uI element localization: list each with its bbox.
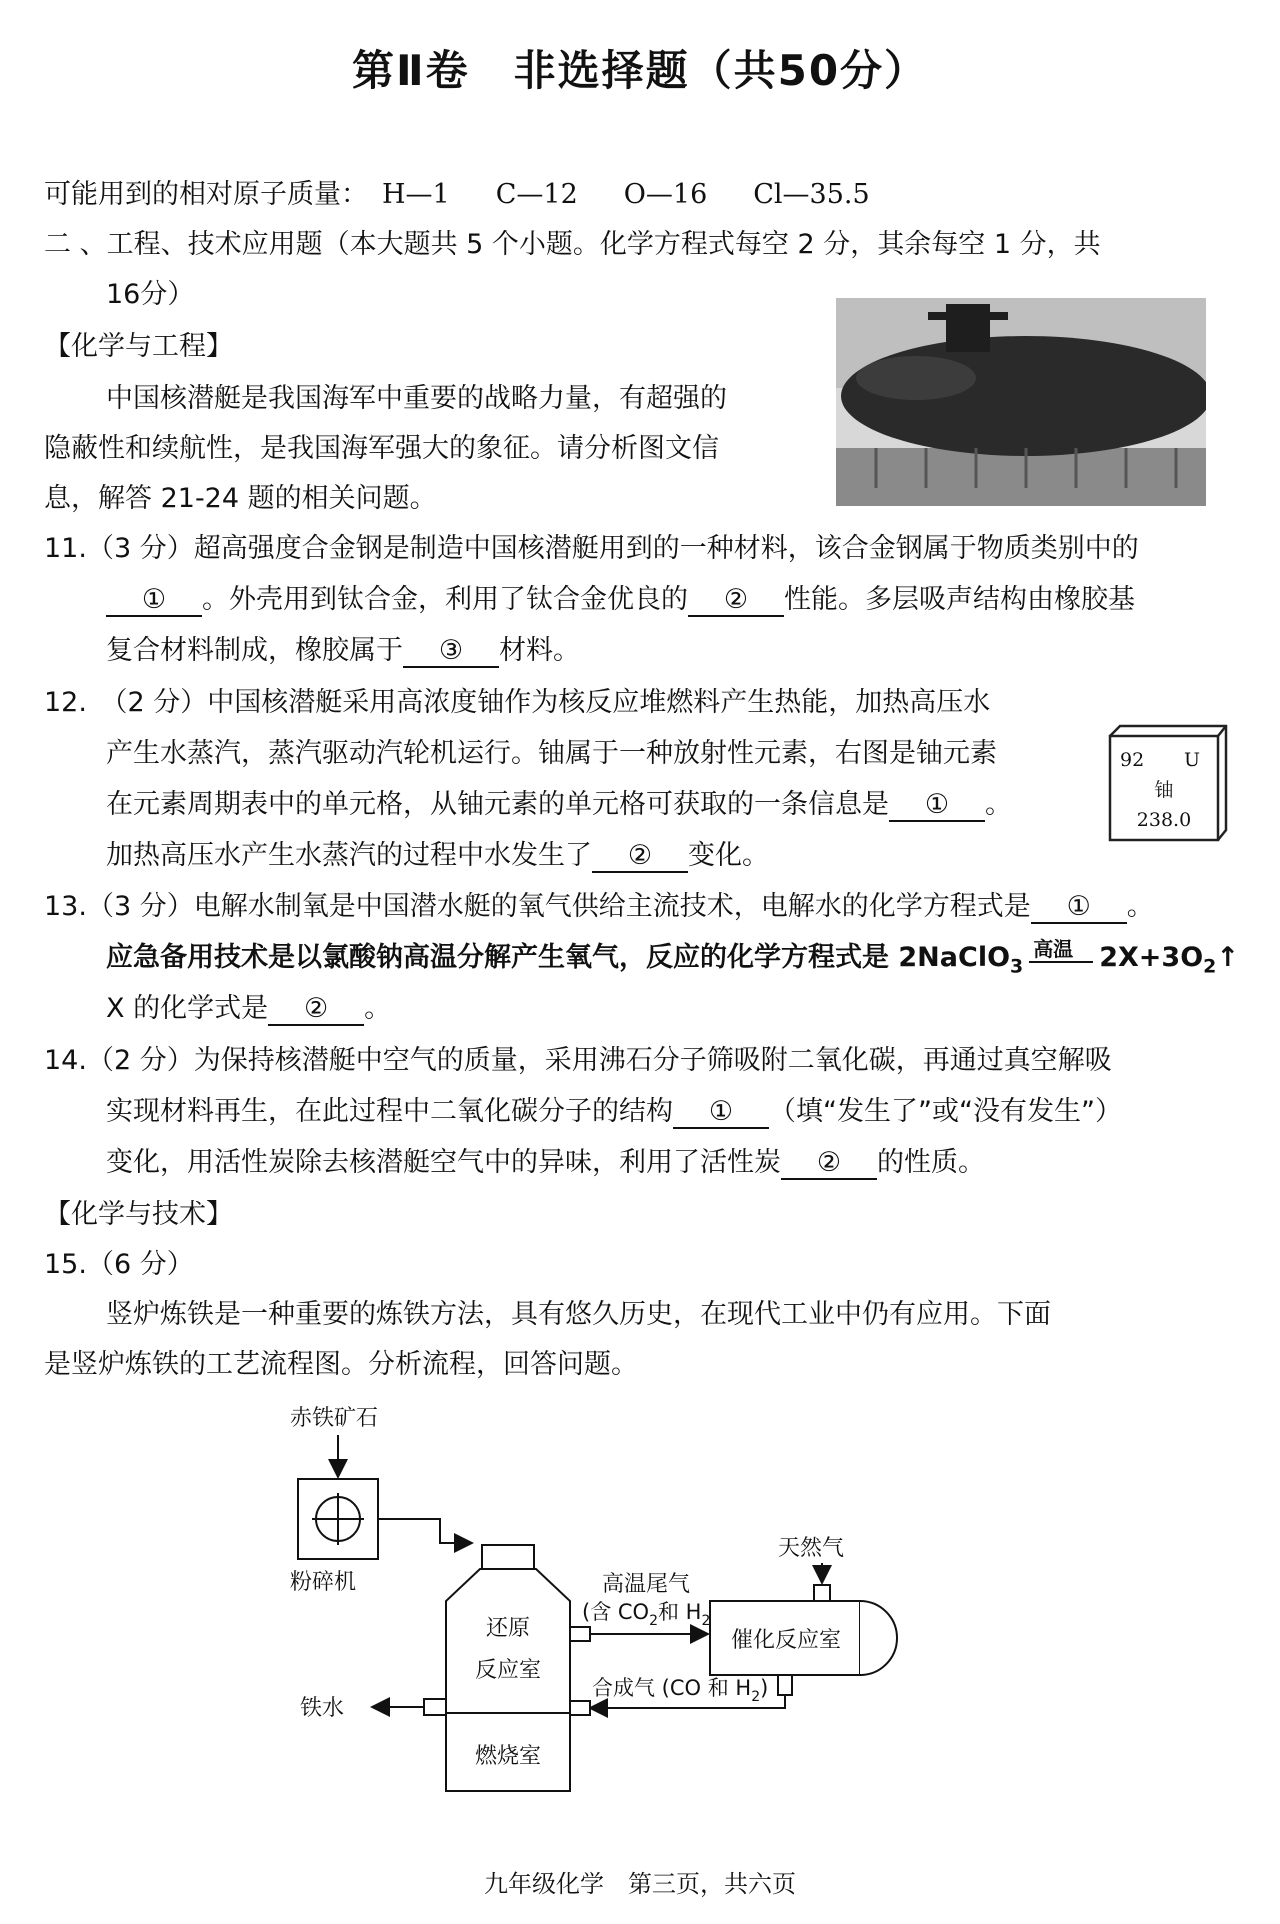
q11-line-1 <box>44 532 1139 566</box>
element-name: 铀 <box>1154 779 1174 801</box>
reaction-condition <box>1029 936 1093 974</box>
q13-text-4: X 的化学式是 <box>106 993 269 1024</box>
element-mass: 238.0 <box>1136 809 1192 831</box>
q15-intro-1: 竖炉炼铁是一种重要的炼铁方法，具有悠久历史，在现代工业中仍有应用。下面 <box>106 1299 1051 1330</box>
q14-line-3 <box>106 1146 985 1180</box>
q12-blank-1[interactable]: ① <box>889 790 985 822</box>
syngas-label <box>592 1676 768 1705</box>
technology-label: 【化学与技术】 <box>44 1199 233 1230</box>
q14-number: 14.（2 分） <box>44 1045 194 1076</box>
atomic-mass-cl: Cl—35.5 <box>753 179 870 210</box>
gas-arrow: ↑ <box>1216 942 1239 973</box>
q15-intro-2: 是竖炉炼铁的工艺流程图。分析流程，回答问题。 <box>44 1349 638 1380</box>
q12-text-5: 加热高压水产生水蒸汽的过程中水发生了 <box>106 840 592 871</box>
q13-products: 2X+3O <box>1099 942 1204 973</box>
q14-text-1: 为保持核潜艇中空气的质量，采用沸石分子筛吸附二氧化碳，再通过真空解吸 <box>193 1045 1112 1076</box>
q14-text-2: 实现材料再生，在此过程中二氧化碳分子的结构 <box>106 1096 673 1127</box>
exhaust-sub-1: 2 <box>649 1613 658 1629</box>
q11-text-4: 复合材料制成，橡胶属于 <box>106 635 403 666</box>
q11-text-1: 超高强度合金钢是制造中国核潜艇用到的一种材料，该合金钢属于物质类别中的 <box>193 533 1139 564</box>
q12-line-1 <box>44 686 990 720</box>
exhaust-label-1: 高温尾气 <box>602 1572 691 1597</box>
atomic-mass-c: C—12 <box>495 179 578 210</box>
engineering-intro-3: 息，解答 21-24 题的相关问题。 <box>44 483 437 514</box>
exhaust-sub-2: 2 <box>701 1613 711 1629</box>
q13-text-1: 电解水制氧是中国潜水艇的氧气供给主流技术，电解水的化学方程式是 <box>193 891 1031 922</box>
q11-line-2 <box>106 583 1135 617</box>
q14-text-4: 变化，用活性炭除去核潜艇空气中的异味，利用了活性炭 <box>106 1147 781 1178</box>
submarine-photo <box>836 298 1206 506</box>
reduction-label-1: 还原 <box>485 1616 531 1641</box>
q14-text-3: （填“发生了”或“没有发生”） <box>769 1096 1122 1127</box>
q11-text-3: 性能。多层吸声结构由橡胶基 <box>784 584 1135 615</box>
q12-text-4: 。 <box>985 789 1012 820</box>
exhaust-b: 和 H <box>657 1600 702 1624</box>
q15-number: 15.（6 分） <box>44 1249 194 1280</box>
q11-blank-1[interactable]: ① <box>106 585 202 617</box>
q12-line-3 <box>106 788 1012 822</box>
page-footer: 九年级化学 第三页，共六页 <box>484 1870 796 1898</box>
ore-label: 赤铁矿石 <box>290 1406 379 1431</box>
q13-blank-1[interactable]: ① <box>1031 892 1127 924</box>
engineering-intro-2: 隐蔽性和续航性，是我国海军强大的象征。请分析图文信 <box>44 433 719 464</box>
q14-line-2 <box>106 1095 1122 1129</box>
q13-text-2: 。 <box>1126 891 1154 922</box>
q13-sub-3: 3 <box>1010 955 1024 978</box>
atomic-mass-h: H—1 <box>382 179 450 210</box>
element-symbol: U <box>1184 749 1201 771</box>
q11-text-2: 。外壳用到钛合金，利用了钛合金优良的 <box>202 584 688 615</box>
q13-blank-2[interactable]: ② <box>268 994 364 1026</box>
q13-text-5: 。 <box>364 993 392 1024</box>
q11-text-5: 材料。 <box>499 635 580 666</box>
condition-line <box>1029 961 1093 963</box>
q12-text-3: 在元素周期表中的单元格，从铀元素的单元格可获取的一条信息是 <box>106 789 889 820</box>
q12-line-4 <box>106 839 769 873</box>
q13-line-3 <box>106 992 391 1026</box>
atomic-masses <box>44 178 916 212</box>
q11-blank-2[interactable]: ② <box>688 585 784 617</box>
section2-heading-cont: 16分） <box>106 279 195 310</box>
catalytic-room-label: 催化反应室 <box>730 1628 842 1653</box>
atomic-mass-o: O—16 <box>623 179 708 210</box>
q14-line-1 <box>44 1044 1112 1078</box>
q14-blank-2[interactable]: ② <box>781 1148 877 1180</box>
q11-blank-3[interactable]: ③ <box>403 636 499 668</box>
syngas-sub: 2 <box>751 1689 761 1705</box>
natural-gas-label: 天然气 <box>778 1536 845 1561</box>
condition-text: 高温 <box>1033 936 1074 961</box>
uranium-element-cell <box>1104 722 1228 846</box>
crusher-to-furnace <box>378 1519 470 1543</box>
combustion-label: 燃烧室 <box>474 1744 542 1769</box>
syngas-b: ) <box>760 1676 769 1700</box>
engineering-label: 【化学与工程】 <box>44 331 233 362</box>
q13-number: 13.（3 分） <box>44 891 194 922</box>
q11-line-3 <box>106 634 580 668</box>
engineering-intro-1: 中国核潜艇是我国海军中重要的战略力量，有超强的 <box>106 383 727 414</box>
q14-text-5: 的性质。 <box>877 1147 985 1178</box>
q12-text-6: 变化。 <box>688 840 769 871</box>
iron-process-flowchart <box>290 1395 980 1835</box>
reduction-label-2: 反应室 <box>474 1658 542 1683</box>
q13-sub-o2: 2 <box>1203 955 1217 978</box>
molten-iron-label: 铁水 <box>300 1696 345 1721</box>
q14-blank-1[interactable]: ① <box>673 1097 769 1129</box>
crusher-label: 粉碎机 <box>290 1570 357 1595</box>
q12-blank-2[interactable]: ② <box>592 841 688 873</box>
q12-number: 12. （2 分） <box>44 687 208 718</box>
q13-line-1 <box>44 890 1154 924</box>
q12-line-2: 产生水蒸汽，蒸汽驱动汽轮机运行。铀属于一种放射性元素，右图是铀元素 <box>106 738 997 769</box>
q13-line-2 <box>106 936 1239 983</box>
page-title: 第Ⅱ卷 非选择题（共50分） <box>351 46 929 95</box>
q11-number: 11.（3 分） <box>44 533 194 564</box>
exhaust-a: (含 CO <box>582 1600 650 1624</box>
section2-heading: 二 、工程、技术应用题（本大题共 5 个小题。化学方程式每空 2 分，其余每空 1 分，共 <box>44 229 1101 260</box>
element-number: 92 <box>1120 749 1145 771</box>
syngas-a: 合成气 (CO 和 H <box>592 1676 752 1700</box>
atomic-masses-label: 可能用到的相对原子质量： <box>44 179 368 210</box>
q12-text-1: 中国核潜艇采用高浓度铀作为核反应堆燃料产生热能，加热高压水 <box>207 687 991 718</box>
q13-text-3: 应急备用技术是以氯酸钠高温分解产生氧气，反应的化学方程式是 2NaClO <box>106 942 1011 973</box>
